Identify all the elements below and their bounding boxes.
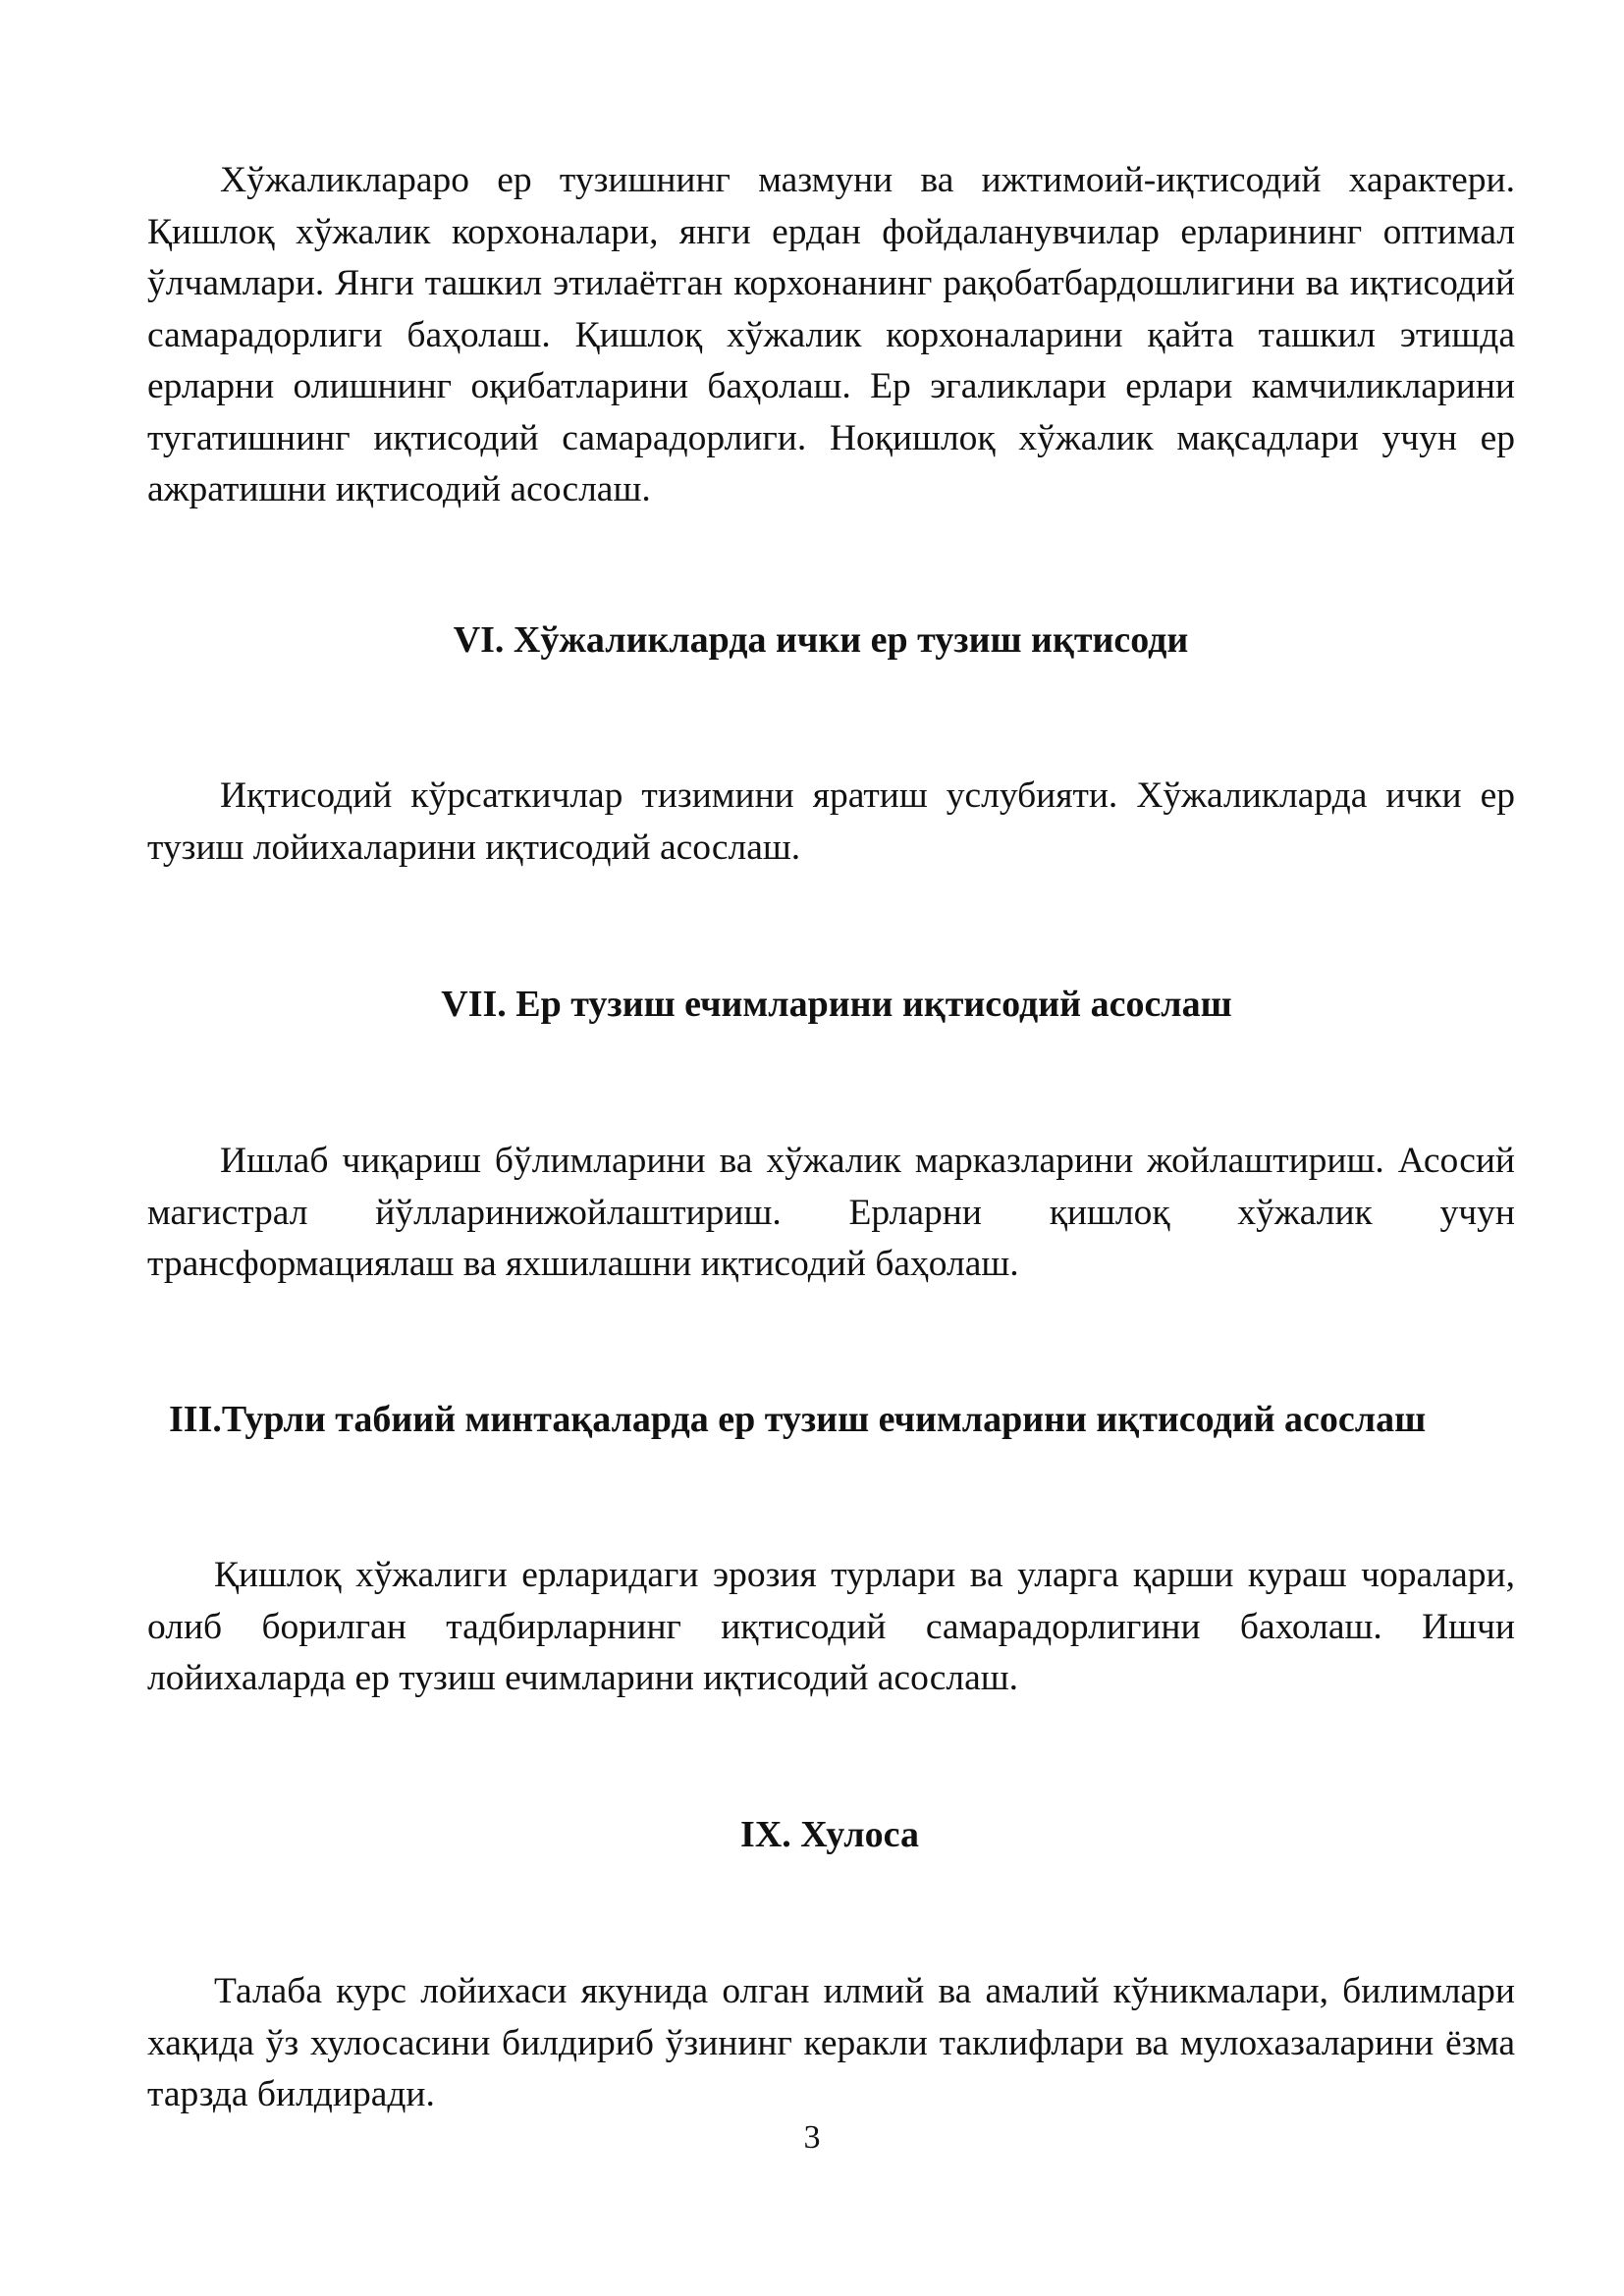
paragraph-erosion: Қишлоқ хўжалиги ерларидаги эрозия турлари ва уларга қарши кураш чоралари, олиб борилган тадбирларнинг иқтисодий самарадорлигини бахолаш. Ишчи лойихаларда ер тузиш ечимларини иқтисодий асослаш. [147, 1555, 1515, 1698]
section-heading-ix: IX. Хулоса [740, 1814, 919, 1855]
section-heading-vi: VI. Хўжаликларда ички ер тузиш иқтисоди [453, 619, 1189, 661]
paragraph-interfarm-land-management: Хўжаликлараро ер тузишнинг мазмуни ва ижтимоий-иқтисодий характери. Қишлоқ хўжалик корхоналари, янги ердан фойдаланувчилар ерларининг оптимал ўлчамлари. Янги ташкил этилаётган корхонанинг рақобатбардошлигини ва иқтисодий самарадорлиги баҳолаш. Қишлоқ хўжалик корхоналарини қайта ташкил этишда ерларни олишнинг оқибатларини баҳолаш. Ер эгаликлари ерлари камчиликларини тугатишнинг иқтисодий самарадорлиги. Ноқишлоқ хўжалик мақсадлари учун ер ажратишни иқтисодий асослаш. [147, 160, 1515, 509]
section-heading-iii: III.Турли табиий минтақаларда ер тузиш ечимларини иқтисодий асослаш [169, 1399, 1427, 1440]
paragraph-economic-indicators: Иқтисодий кўрсаткичлар тизимини яратиш услубияти. Хўжаликларда ички ер тузиш лойихаларини иқтисодий асослаш. [147, 775, 1515, 868]
page-number: 3 [803, 2119, 821, 2156]
section-heading-vii: VII. Ер тузиш ечимларини иқтисодий асослаш [441, 984, 1232, 1025]
paragraph-production-units: Ишлаб чиқариш бўлимларини ва хўжалик марказларини жойлаштириш. Асосий магистрал йўлларинижойлаштириш. Ерларни қишлоқ хўжалик учун трансформациялаш ва яхшилашни иқтисодий баҳолаш. [147, 1141, 1515, 1284]
paragraph-conclusion: Талаба курс лойихаси якунида олган илмий ва амалий кўникмалари, билимлари хақида ўз хулосасини билдириб ўзининг керакли таклифлари ва мулохазаларини ёзма тарзда билдиради. [147, 1971, 1515, 2114]
